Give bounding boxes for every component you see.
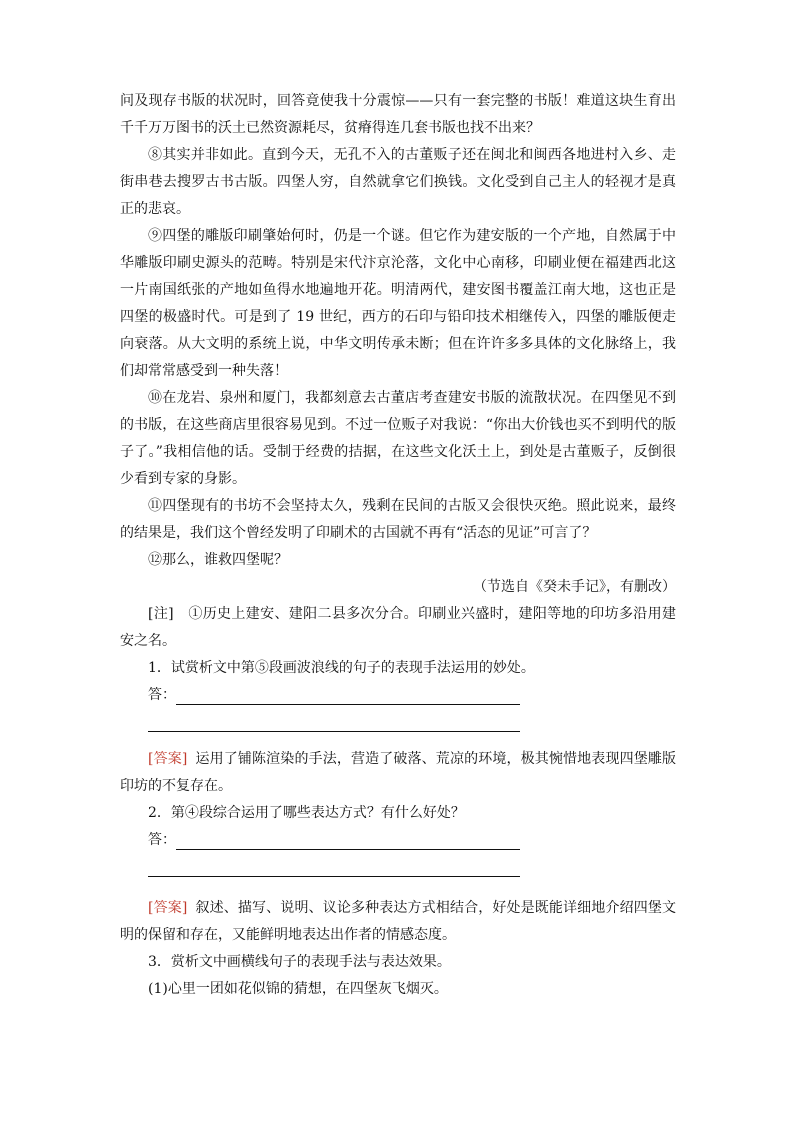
- paragraph-12: ⑫那么，谁救四堡呢？: [148, 552, 288, 568]
- paragraph-continuation: 问及现存书版的状况时，回答竟使我十分震惊——只有一套完整的书版！难道这块生育出千千万万图书的沃土已然资源耗尽，贫瘠得连几套书版也找不出来？: [120, 93, 676, 136]
- answer-2: [120, 895, 676, 949]
- answer-rule: [176, 704, 520, 705]
- source-citation: （节选自《癸未手记》，有删改）: [473, 579, 676, 595]
- paragraph-9: ⑨四堡的雕版印刷肇始何时，仍是一个谜。但它作为建安版的一个产地，自然属于中华雕版印刷史源头的范畴。特别是宋代汴京沦落，文化中心南移，印刷业便在福建西北这一片南国纸张的产地如鱼得水地遍地开花。明清两代，建安图书覆盖江南大地，这也正是四堡的极盛时代。可是到了 19 世纪，西方的石印与铅印技术相继传入，四堡的雕版便走向衰落。从大文明的系统上说，中华文明传承未断；但在许许多多具体的文化脉络上，我们却常常感受到一种失落！: [120, 228, 676, 379]
- answer-1-text: 运用了铺陈渲染的手法，营造了破落、荒凉的环境，极其惋惜地表现四堡雕版印坊的不复存在。: [120, 751, 676, 794]
- answer-rule: [148, 731, 520, 732]
- answer-prefix-1: 答：: [148, 687, 176, 703]
- answer-line-1a: [120, 682, 676, 709]
- answer-2-text: 叙述、描写、说明、议论多种表达方式相结合，好处是既能详细地介绍四堡文明的保留和存在，又能鲜明地表达出作者的情感态度。: [120, 900, 676, 943]
- answer-rule: [148, 876, 520, 877]
- answer-line-2a: [120, 827, 676, 854]
- question-3-sub-1: (1)心里一团如花似锦的猜想，在四堡灰飞烟灭。: [148, 981, 448, 997]
- question-3: 3．赏析文中画横线句子的表现手法与表达效果。: [148, 954, 451, 970]
- answer-tag: [答案]: [148, 751, 188, 767]
- paragraph-10: ⑩在龙岩、泉州和厦门，我都刻意去古董店考查建安书版的流散状况。在四堡见不到的书版，在这些商店里很容易见到。不过一位贩子对我说：“你出大价钱也买不到明代的版子了。”我相信他的话。受制于经费的拮据，在这些文化沃土上，到处是古董贩子，反倒很少看到专家的身影。: [120, 390, 676, 487]
- paragraph-8: ⑧其实并非如此。直到今天，无孔不入的古董贩子还在闽北和闽西各地进村入乡、走街串巷去搜罗古书古版。四堡人穷，自然就拿它们换钱。文化受到自己主人的轻视才是真正的悲哀。: [120, 147, 676, 217]
- answer-line-1b: [120, 709, 676, 736]
- question-2: 2．第④段综合运用了哪些表达方式？有什么好处？: [148, 805, 465, 821]
- document-page: [120, 88, 676, 1003]
- answer-line-2b: [120, 854, 676, 881]
- paragraph-11: ⑪四堡现有的书坊不会坚持太久，残剩在民间的古版又会很快灭绝。照此说来，最终的结果是，我们这个曾经发明了印刷术的古国就不再有“活态的见证”可言了？: [120, 498, 676, 541]
- answer-prefix-2: 答：: [148, 832, 176, 848]
- footnote: [注] ①历史上建安、建阳二县多次分合。印刷业兴盛时，建阳等地的印坊多沿用建安之名。: [120, 606, 676, 649]
- answer-1: [120, 746, 676, 800]
- answer-tag: [答案]: [148, 900, 188, 916]
- question-1: 1．试赏析文中第⑤段画波浪线的句子的表现手法运用的妙处。: [148, 660, 535, 676]
- answer-rule: [176, 849, 520, 850]
